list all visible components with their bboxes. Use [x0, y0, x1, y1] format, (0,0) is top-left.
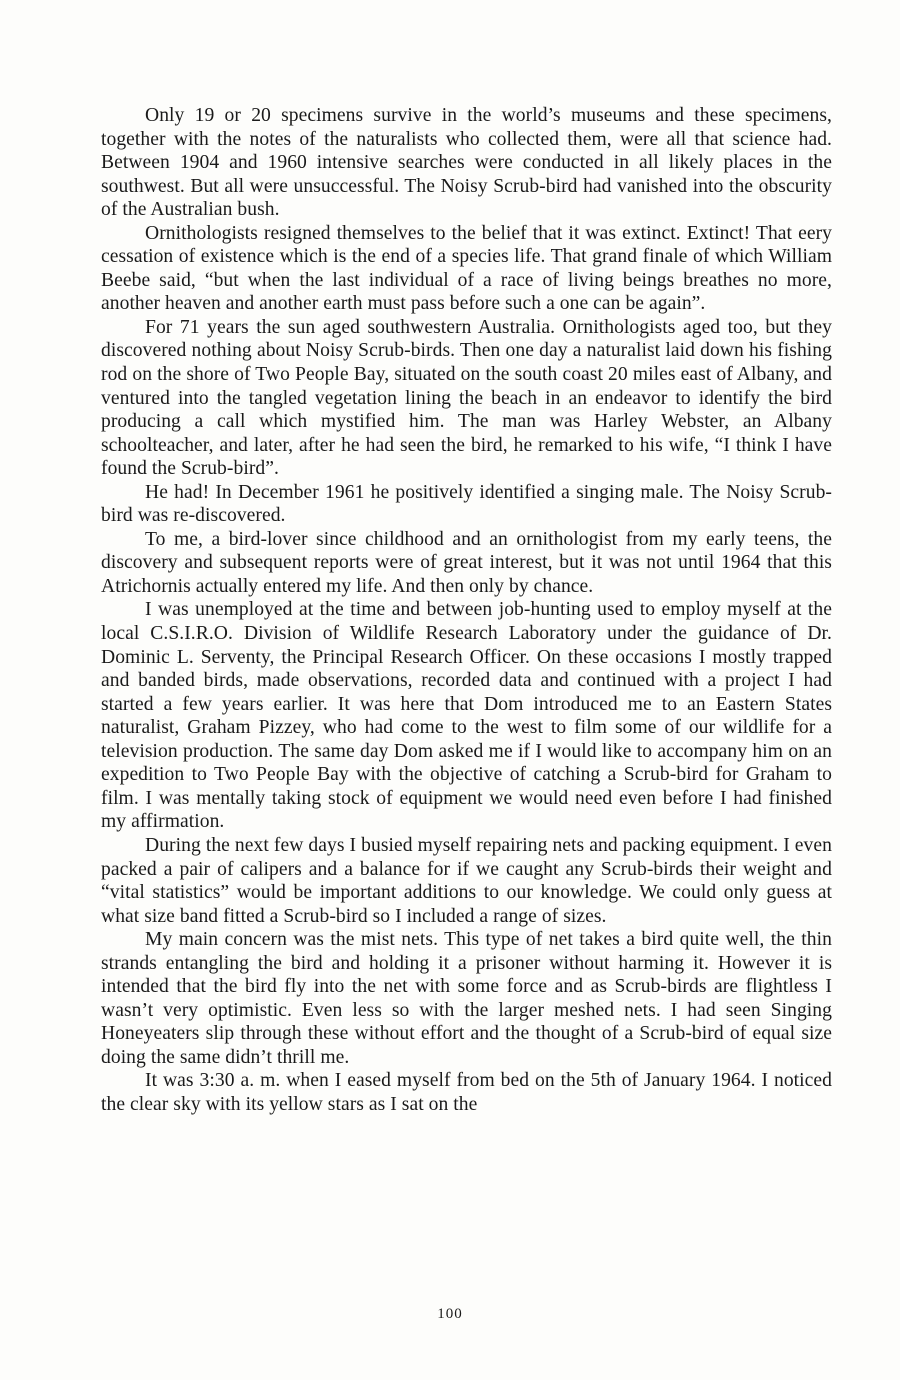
- paragraph-8: My main concern was the mist nets. This type of net takes a bird quite well, the thin strands entangling the bird and holding it a prisoner without harming it. However it is intended that the bird fly into the net with some force and as Scrub-birds are flightless I wasn’t very optimistic. Even less so with the larger meshed nets. I had seen Singing Honeyeaters slip through these without effort and the thought of a Scrub-bird of equal size doing the same didn’t thrill me.: [101, 929, 832, 1068]
- paragraph-2: Ornithologists resigned themselves to the belief that it was extinct. Extinct! That eery cessation of existence which is the end of a species life. That grand finale of which William Beebe said, “but when the last individual of a race of living beings breathes no more, another heaven and another earth must pass before such a one can be again”.: [101, 222, 832, 315]
- paragraph-6: I was unemployed at the time and between job-hunting used to employ myself at the local C.S.I.R.O. Division of Wildlife Research Laboratory under the guidance of Dr. Dominic L. Serventy, the Principal Research Officer. On these occasions I mostly trapped and banded birds, made observations, recorded data and continued with a project I had started a few years earlier. It was here that Dom introduced me to an Eastern States naturalist, Graham Pizzey, who had come to the west to film some of our wildlife for a television production. The same day Dom asked me if I would like to accompany him on an expedition to Two People Bay with the objective of catching a Scrub-bird for Graham to film. I was mentally taking stock of equipment we would need even before I had finished my affirmation.: [101, 599, 832, 833]
- paragraph-3: For 71 years the sun aged southwestern Australia. Ornithologists aged too, but they discovered nothing about Noisy Scrub-birds. Then one day a naturalist laid down his fishing rod on the shore of Two People Bay, situated on the south coast 20 miles east of Albany, and ventured into the tangled vegetation lining the beach in an endeavor to identify the bird producing a call which mystified him. The man was Harley Webster, an Albany schoolteacher, and later, after he had seen the bird, he remarked to his wife, “I think I have found the Scrub-bird”.: [101, 316, 832, 480]
- paragraph-5: To me, a bird-lover since childhood and an ornithologist from my early teens, the discovery and subsequent reports were of great interest, but it was not until 1964 that this Atrichornis actually entered my life. And then only by chance.: [101, 528, 832, 597]
- paragraph-7: During the next few days I busied myself repairing nets and packing equipment. I even packed a pair of calipers and a balance for if we caught any Scrub-birds their weight and “vital statistics” would be important additions to our knowledge. We could only guess at what size band fitted a Scrub-bird so I included a range of sizes.: [101, 834, 832, 927]
- page-number: 100: [437, 1306, 463, 1322]
- body-text: [101, 104, 832, 1117]
- paragraph-4: He had! In December 1961 he positively identified a singing male. The Noisy Scrub-bird was re-discovered.: [101, 481, 832, 527]
- paragraph-1: Only 19 or 20 specimens survive in the world’s museums and these specimens, together with the notes of the naturalists who collected them, were all that science had. Between 1904 and 1960 intensive searches were conducted in all likely places in the southwest. But all were unsuccessful. The Noisy Scrub-bird had vanished into the obscurity of the Australian bush.: [101, 105, 832, 221]
- paragraph-9: It was 3:30 a. m. when I eased myself from bed on the 5th of January 1964. I noticed the clear sky with its yellow stars as I sat on the: [101, 1070, 832, 1115]
